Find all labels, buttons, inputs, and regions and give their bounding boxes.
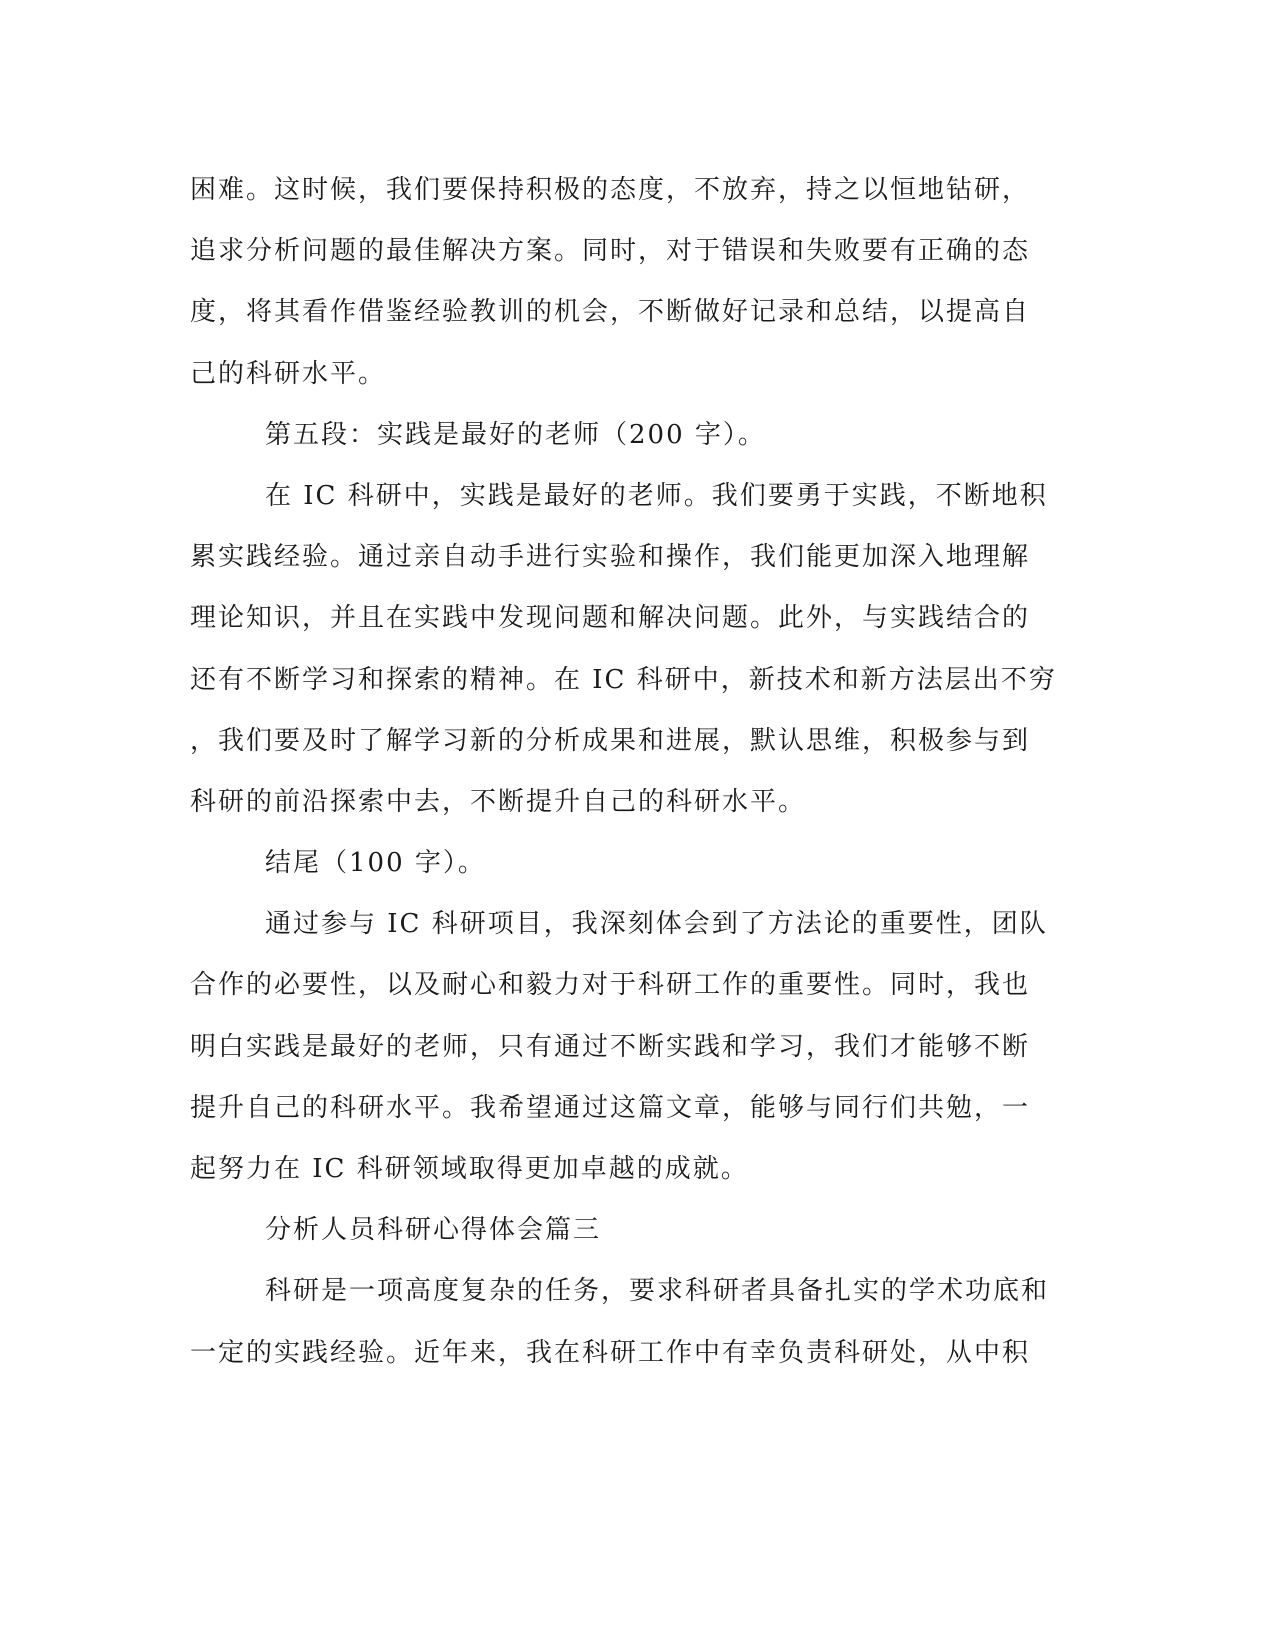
text-line: 还有不断学习和探索的精神。在 IC 科研中，新技术和新方法层出不穷 bbox=[190, 664, 1057, 695]
text-line: 在 IC 科研中，实践是最好的老师。我们要勇于实践，不断地积 bbox=[265, 480, 1048, 511]
text-line: 明白实践是最好的老师，只有通过不断实践和学习，我们才能够不断 bbox=[190, 1031, 1031, 1062]
text-line: 困难。这时候，我们要保持积极的态度，不放弃，持之以恒地钻研， bbox=[190, 175, 1031, 205]
text-line: 己的科研水平。 bbox=[190, 358, 387, 389]
text-line: 追求分析问题的最佳解决方案。同时，对于错误和失败要有正确的态 bbox=[190, 236, 1031, 267]
section-title: 分析人员科研心得体会篇三 bbox=[265, 1215, 602, 1246]
text-line: 度，将其看作借鉴经验教训的机会，不断做好记录和总结，以提高自 bbox=[190, 297, 1031, 328]
text-line: 一定的实践经验。近年来，我在科研工作中有幸负责科研处，从中积 bbox=[190, 1337, 1031, 1368]
text-line: 科研的前沿探索中去，不断提升自己的科研水平。 bbox=[190, 786, 807, 817]
section-heading: 结尾（100 字）。 bbox=[265, 848, 486, 879]
text-line: 合作的必要性，以及耐心和毅力对于科研工作的重要性。同时，我也 bbox=[190, 970, 1031, 1001]
text-line: ，我们要及时了解学习新的分析成果和进展，默认思维，积极参与到 bbox=[190, 725, 1031, 756]
text-line: 通过参与 IC 科研项目，我深刻体会到了方法论的重要性，团队 bbox=[265, 909, 1048, 940]
section-heading: 第五段：实践是最好的老师（200 字）。 bbox=[265, 419, 766, 450]
text-line: 理论知识，并且在实践中发现问题和解决问题。此外，与实践结合的 bbox=[190, 603, 1031, 634]
text-line: 起努力在 IC 科研领域取得更加卓越的成就。 bbox=[190, 1154, 749, 1184]
text-line: 科研是一项高度复杂的任务，要求科研者具备扎实的学术功底和 bbox=[265, 1276, 1050, 1307]
text-line: 累实践经验。通过亲自动手进行实验和操作，我们能更加深入地理解 bbox=[190, 542, 1031, 573]
document-body bbox=[190, 160, 1070, 1384]
text-line: 提升自己的科研水平。我希望通过这篇文章，能够与同行们共勉，一 bbox=[190, 1092, 1031, 1123]
